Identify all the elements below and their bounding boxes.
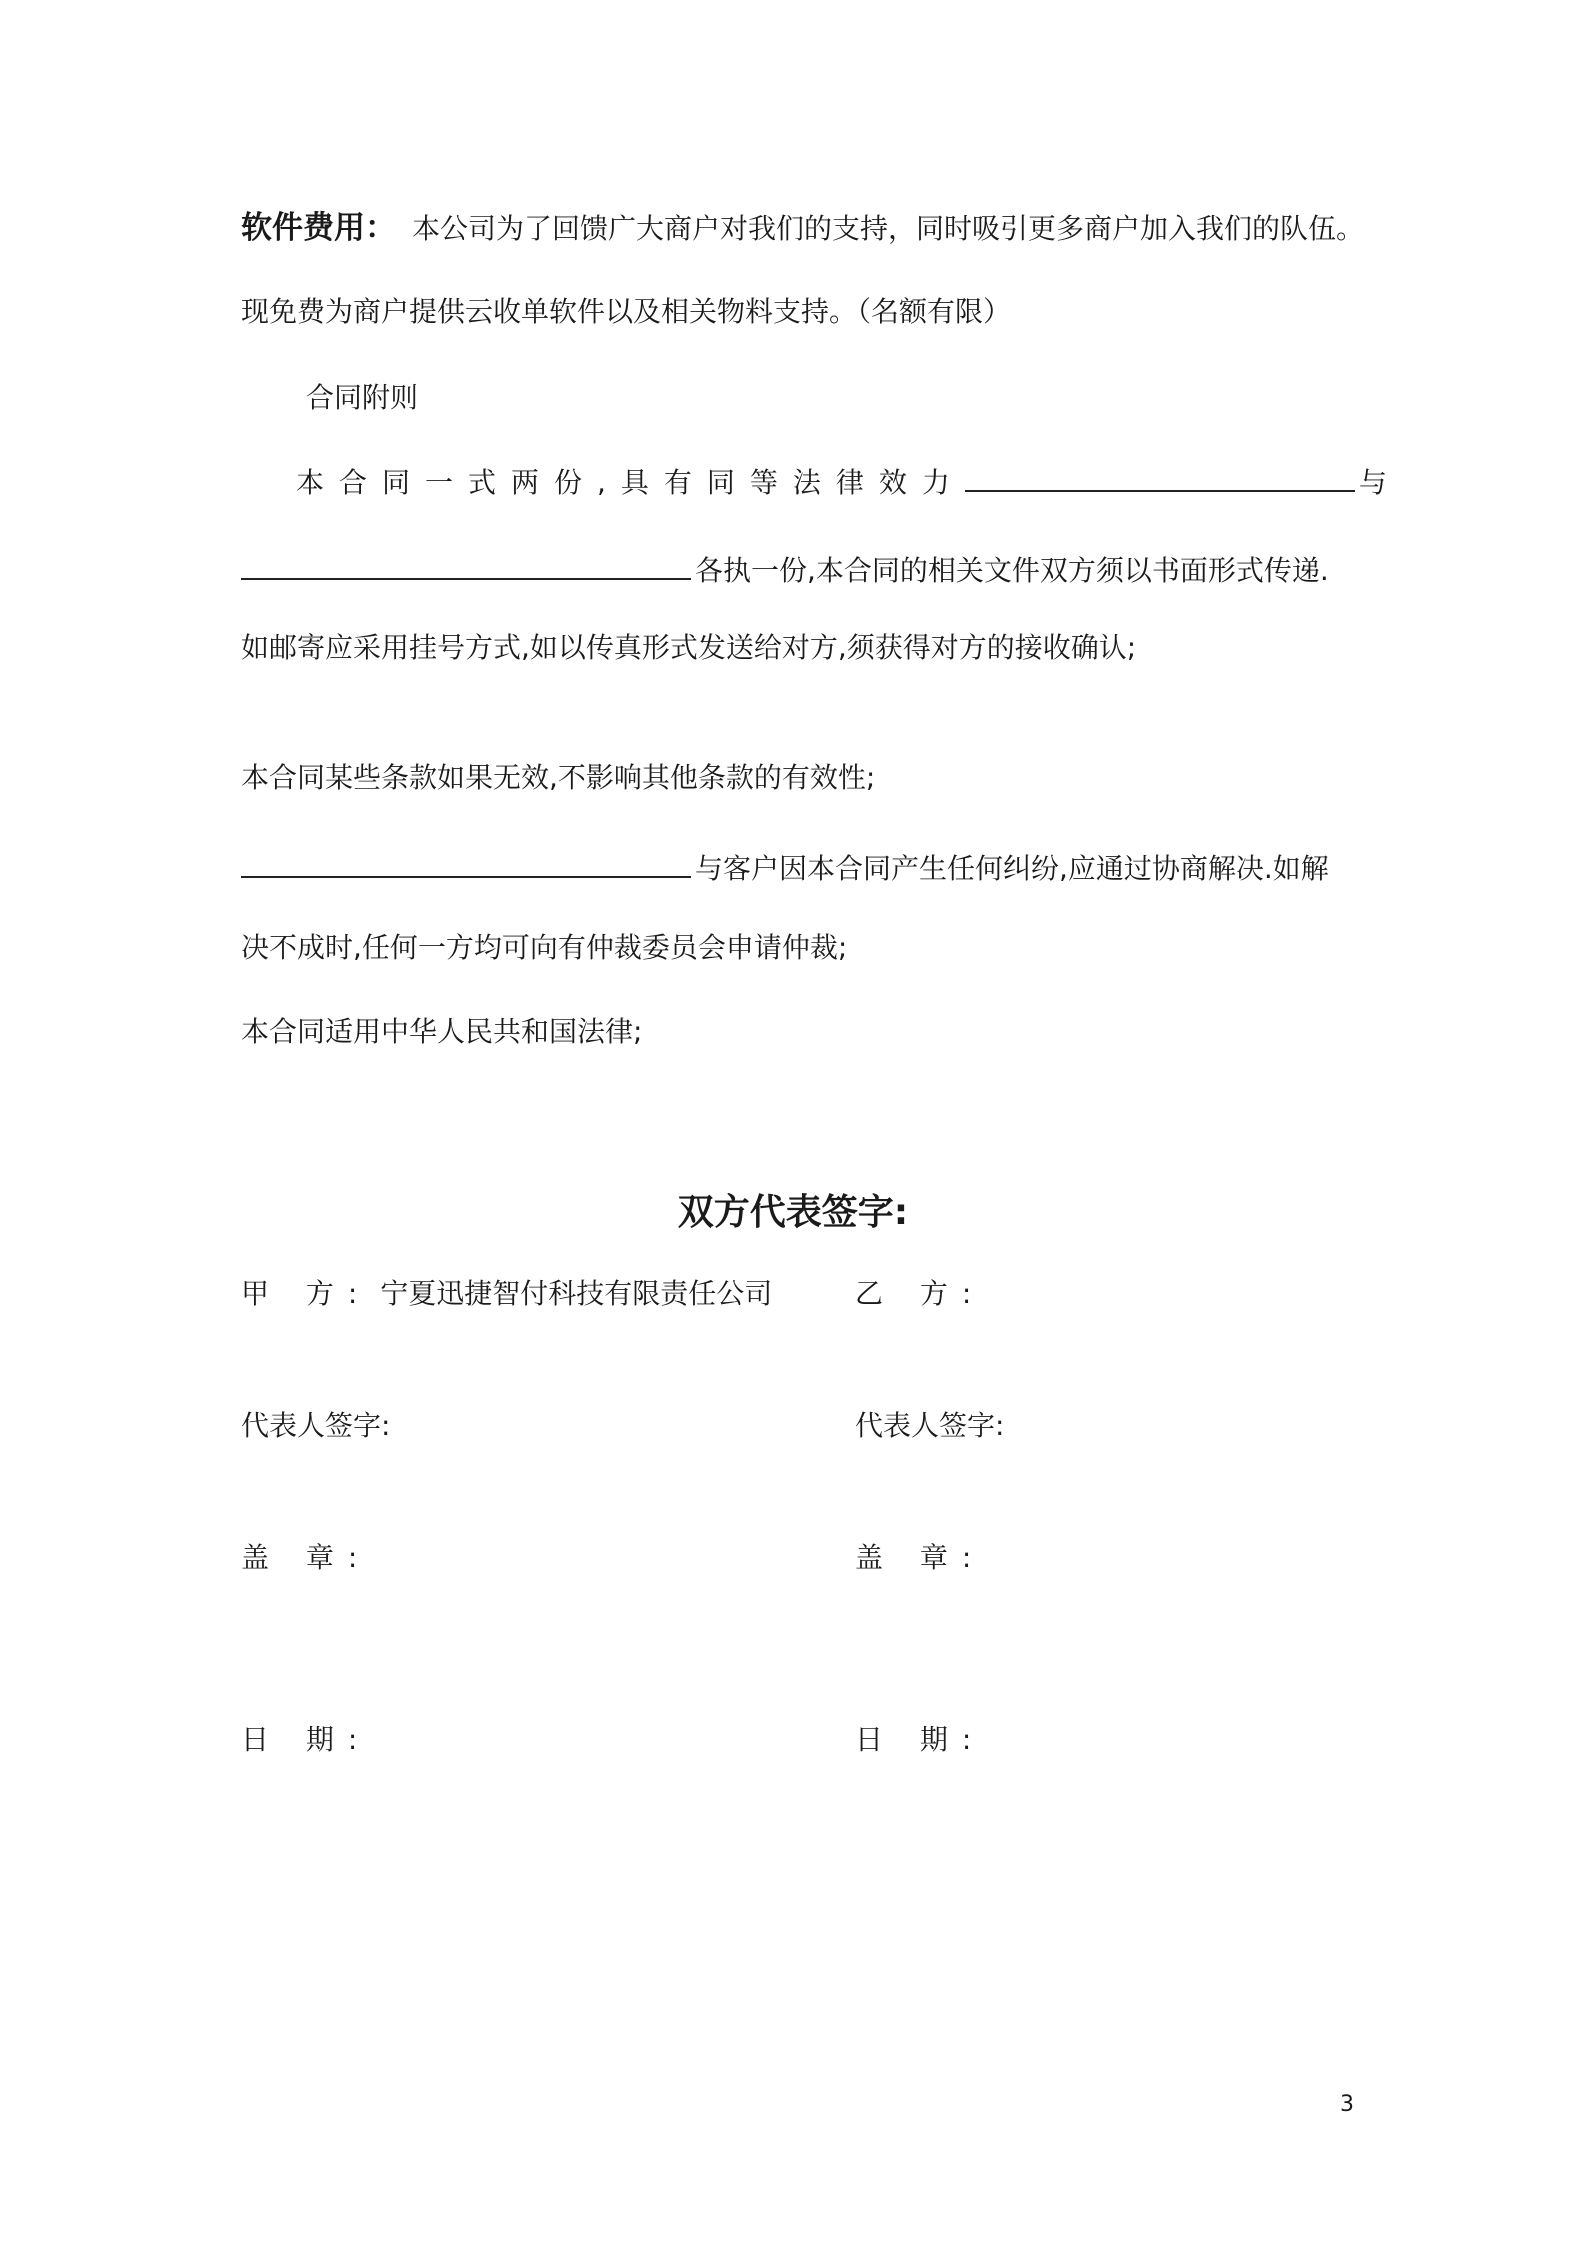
mail-clause: 如邮寄应采用挂号方式,如以传真形式发送给对方,须获得对方的接收确认; [241, 631, 1137, 664]
page-number: 3 [1340, 2092, 1354, 2117]
date-label-a: 日 期: [241, 1723, 372, 1756]
copies-text-2: 各执一份,本合同的相关文件双方须以书面形式传递. [695, 554, 1329, 587]
signature-title: 双方代表签字: [677, 1192, 909, 1233]
party-a-label: 甲 方: [241, 1277, 372, 1310]
software-fee-text-1: 本公司为了回馈广大商户对我们的支持，同时吸引更多商户加入我们的队伍。 [412, 212, 1365, 245]
seal-label-a: 盖 章: [241, 1541, 372, 1574]
software-fee-line-1 [241, 208, 1365, 249]
copies-line-2 [241, 548, 1361, 591]
party-a-seal [241, 1538, 371, 1578]
law-clause: 本合同适用中华人民共和国法律; [241, 1015, 643, 1048]
party-a-date [241, 1720, 371, 1760]
dispute-line-2: 决不成时,任何一方均可向有仲裁委员会申请仲裁; [241, 931, 848, 964]
party-b-seal [855, 1538, 985, 1578]
date-label-b: 日 期: [855, 1723, 986, 1756]
party-a-row [241, 1274, 772, 1314]
dispute-line-1 [241, 846, 1361, 889]
party-b-rep: 代表人签字: [855, 1409, 1005, 1442]
dispute-text-1: 与客户因本合同产生任何纠纷,应通过协商解决.如解 [695, 852, 1329, 885]
party-blank-2 [241, 548, 691, 580]
party-b-row [855, 1274, 985, 1314]
party-b-date [855, 1720, 985, 1760]
copies-and: 与 [1358, 466, 1387, 499]
copies-text: 本合同一式两份,具有同等法律效力 [296, 466, 965, 499]
software-fee-label: 软件费用： [241, 210, 396, 246]
party-a-name: 宁夏迅捷智付科技有限责任公司 [380, 1277, 773, 1310]
software-fee-line-2: 现免费为商户提供云收单软件以及相关物料支持。（名额有限） [241, 295, 1012, 328]
party-blank-1 [965, 460, 1355, 492]
invalid-clause: 本合同某些条款如果无效,不影响其他条款的有效性; [241, 761, 876, 794]
party-blank-3 [241, 846, 691, 878]
seal-label-b: 盖 章: [855, 1541, 986, 1574]
appendix-heading: 合同附则 [306, 381, 419, 414]
party-b-label: 乙 方: [855, 1277, 986, 1310]
copies-line [296, 460, 1416, 503]
party-a-rep: 代表人签字: [241, 1409, 391, 1442]
